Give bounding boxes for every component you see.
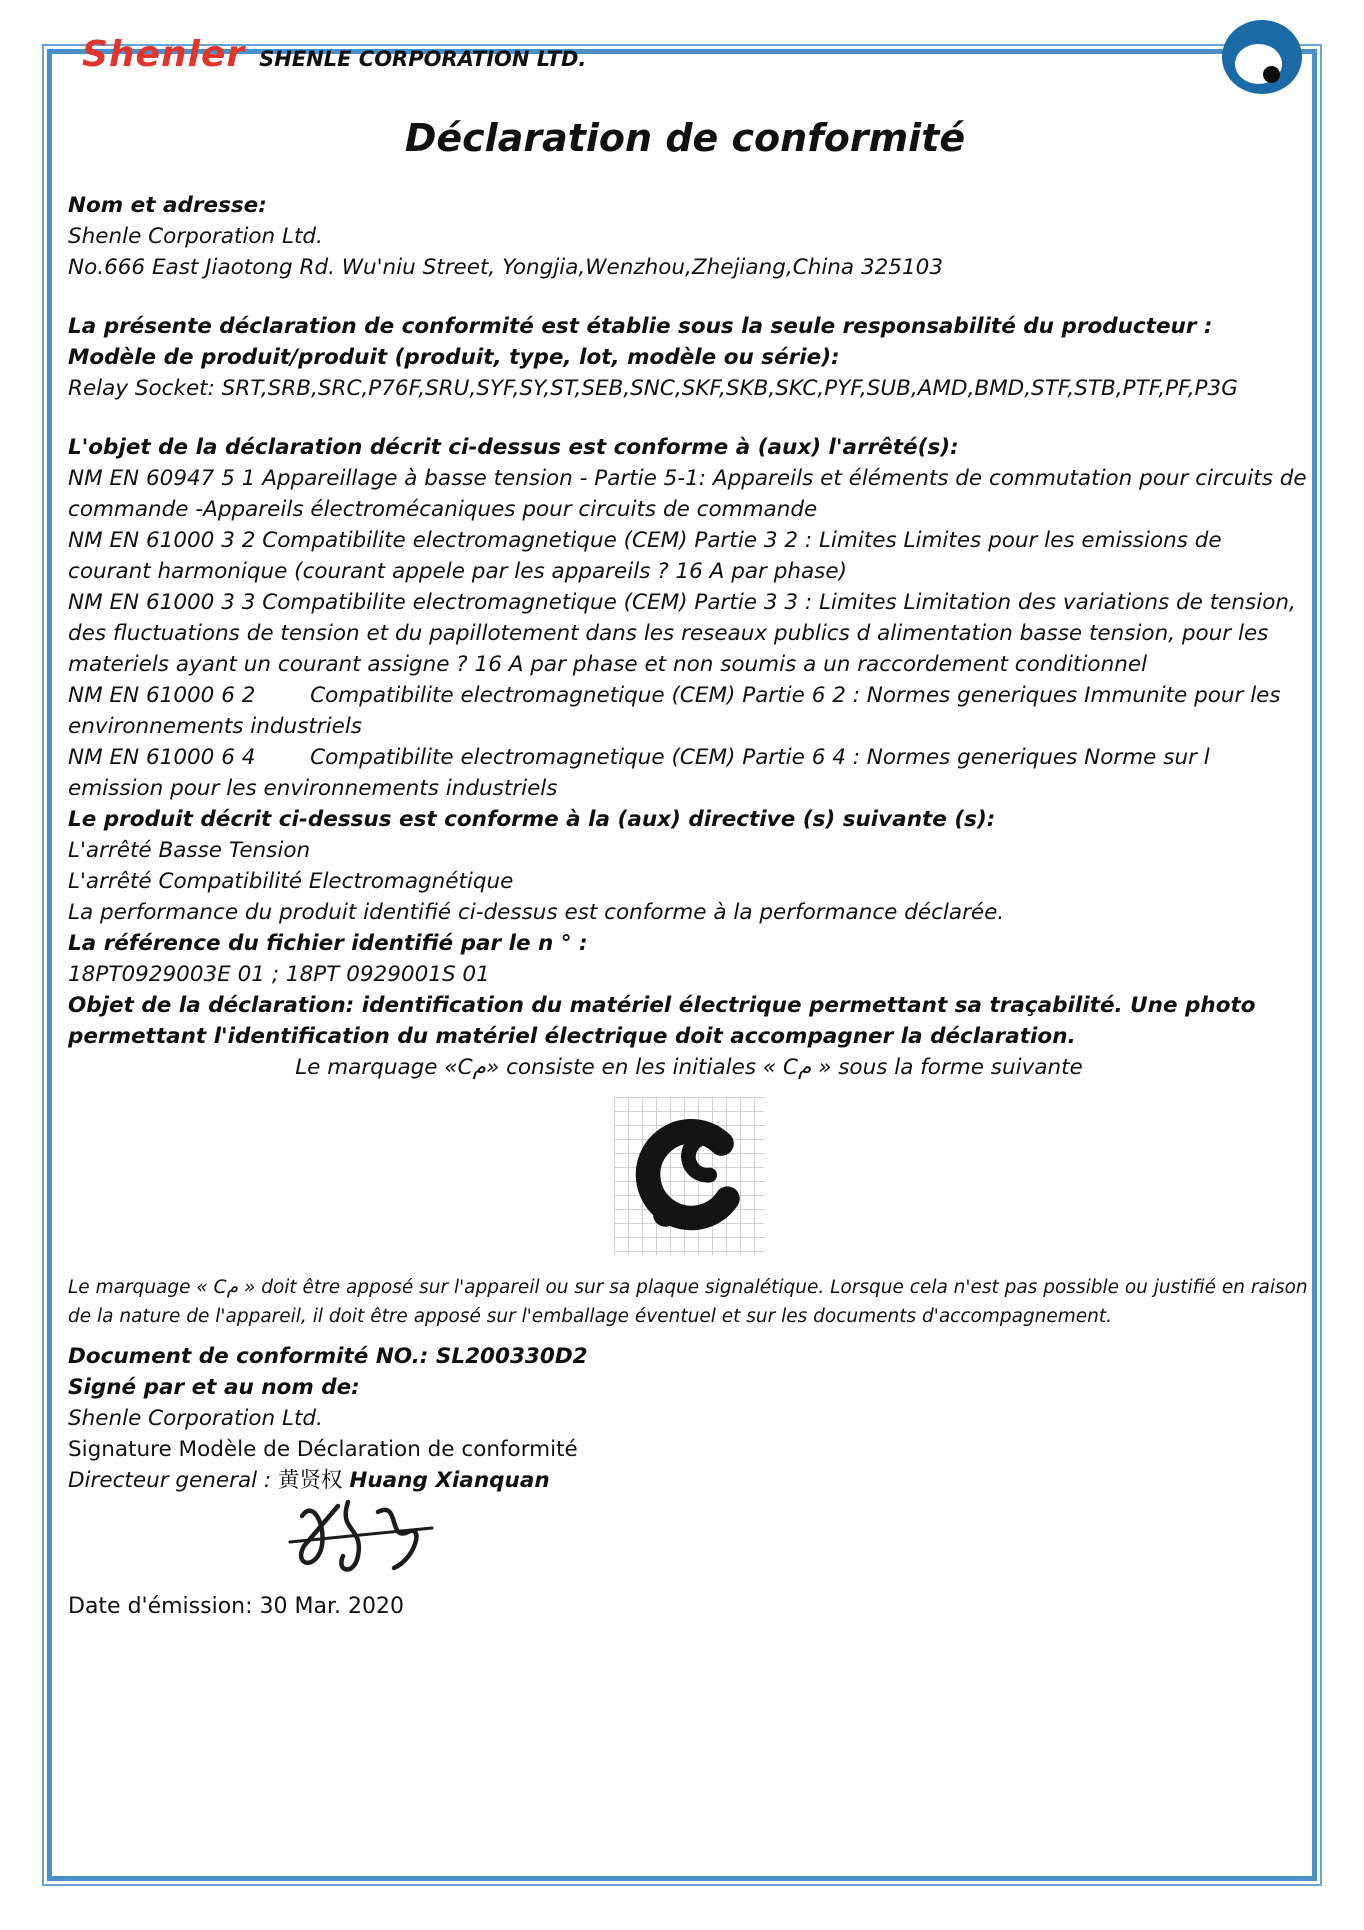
address-company: Shenle Corporation Ltd. [68, 224, 323, 249]
footer-block [68, 1341, 1310, 1619]
directive-cem: L'arrêté Compatibilité Electromagnétique [68, 869, 514, 894]
shenler-wordmark: Shenler [82, 34, 246, 75]
object-of-declaration: Objet de la déclaration: identification du matériel électrique permettant sa traçabilité. Une photo permettant l'identification du matériel électrique doit accompagner la déclaration. [68, 993, 1256, 1049]
performance-statement: La performance du produit identifié ci-dessus est conforme à la performance déclarée. [68, 900, 1005, 925]
document-header [54, 20, 1316, 94]
emission-date: Date d'émission: 30 Mar. 2020 [68, 1594, 404, 1619]
director-label: Directeur general : [68, 1468, 279, 1493]
company-name: SHENLE CORPORATION LTD. [259, 47, 587, 71]
model-heading: Modèle de produit/produit (produit, type, lot, modèle ou série): [68, 345, 840, 370]
signed-company: Shenle Corporation Ltd. [68, 1406, 323, 1431]
handwritten-signature [276, 1488, 1310, 1588]
directives-heading: Le produit décrit ci-dessus est conforme à la (aux) directive (s) suivante (s): [68, 807, 996, 832]
standard-nm-en-61000-6-2: NM EN 61000 6 2 Compatibilite electromagnetique (CEM) Partie 6 2 : Normes generiques Immunite pour les environnements industriels [68, 683, 1288, 739]
standard-nm-en-60947: NM EN 60947 5 1 Appareillage à basse tension - Partie 5-1: Appareils et éléments de commutation pour circuits de commande -Appareils électromécaniques pour circuits de commande [68, 466, 1314, 522]
grid-background [614, 1097, 764, 1255]
address-street: No.666 East Jiaotong Rd. Wu'niu Street, Yongjia,Wenzhou,Zhejiang,China 325103 [68, 255, 944, 280]
signed-by-heading: Signé par et au nom de: [68, 1375, 360, 1400]
address-heading: Nom et adresse: [68, 193, 267, 218]
conformity-heading: L'objet de la déclaration décrit ci-dessus est conforme à (aux) l'arrêté(s): [68, 435, 959, 460]
document-number: Document de conformité NO.: SL200330D2 [68, 1344, 588, 1369]
director-name-latin: Huang Xianquan [349, 1468, 550, 1493]
shenle-eye-logo-icon [1222, 20, 1302, 94]
marking-note: Le marquage « Cم » doit être apposé sur l'appareil ou sur sa plaque signalétique. Lorsque cela n'est pas possible ou justifié en raison de la nature de l'appareil, il doit être apposé sur l'emballage éventuel et sur les documents d'accompagnement. [68, 1277, 1308, 1327]
standard-nm-en-61000-3-2: NM EN 61000 3 2 Compatibilite electromagnetique (CEM) Partie 3 2 : Limites Limites pour les emissions de courant harmonique (courant appele par les appareils ? 16 A par phase) [68, 528, 1229, 584]
file-ref-numbers: 18PT0929003E 01 ; 18PT 0929001S 01 [68, 962, 490, 987]
marking-intro: Le marquage «Cم» consiste en les initiales « Cم » sous la forme suivante [295, 1055, 1083, 1080]
signature-model-line: Signature Modèle de Déclaration de conformité [68, 1437, 578, 1462]
model-list: Relay Socket: SRT,SRB,SRC,P76F,SRU,SYF,SY,ST,SEB,SNC,SKF,SKB,SKC,PYF,SUB,AMD,BMD,STF,STB,PTF,PF,P3G [68, 376, 1238, 401]
standard-nm-en-61000-3-3: NM EN 61000 3 3 Compatibilite electromagnetique (CEM) Partie 3 3 : Limites Limitation des variations de tension, des fluctuations de tension et du papillotement dans les reseaux publics d alimentation basse tension, pour les materiels ayant un courant assigne ? 16 A par phase et non soumis a un raccordement conditionnel [68, 590, 1303, 677]
director-name-chinese: 黄贤权 [278, 1468, 343, 1493]
document-title: Déclaration de conformité [404, 116, 966, 160]
standard-nm-en-61000-6-4: NM EN 61000 6 4 Compatibilite electromagnetique (CEM) Partie 6 4 : Normes generiques Norme sur l emission pour les environnements industriels [68, 745, 1217, 801]
document-body [54, 190, 1316, 1619]
brand-block [54, 20, 586, 75]
directive-basse-tension: L'arrêté Basse Tension [68, 838, 311, 863]
cmim-mark-icon [625, 1112, 753, 1240]
signature-icon [276, 1488, 446, 1588]
cmim-mark-block [68, 1097, 1310, 1255]
responsibility-statement: La présente déclaration de conformité est établie sous la seule responsabilité du producteur : [68, 314, 1213, 339]
file-ref-heading: La référence du fichier identifié par le n ° : [68, 931, 588, 956]
